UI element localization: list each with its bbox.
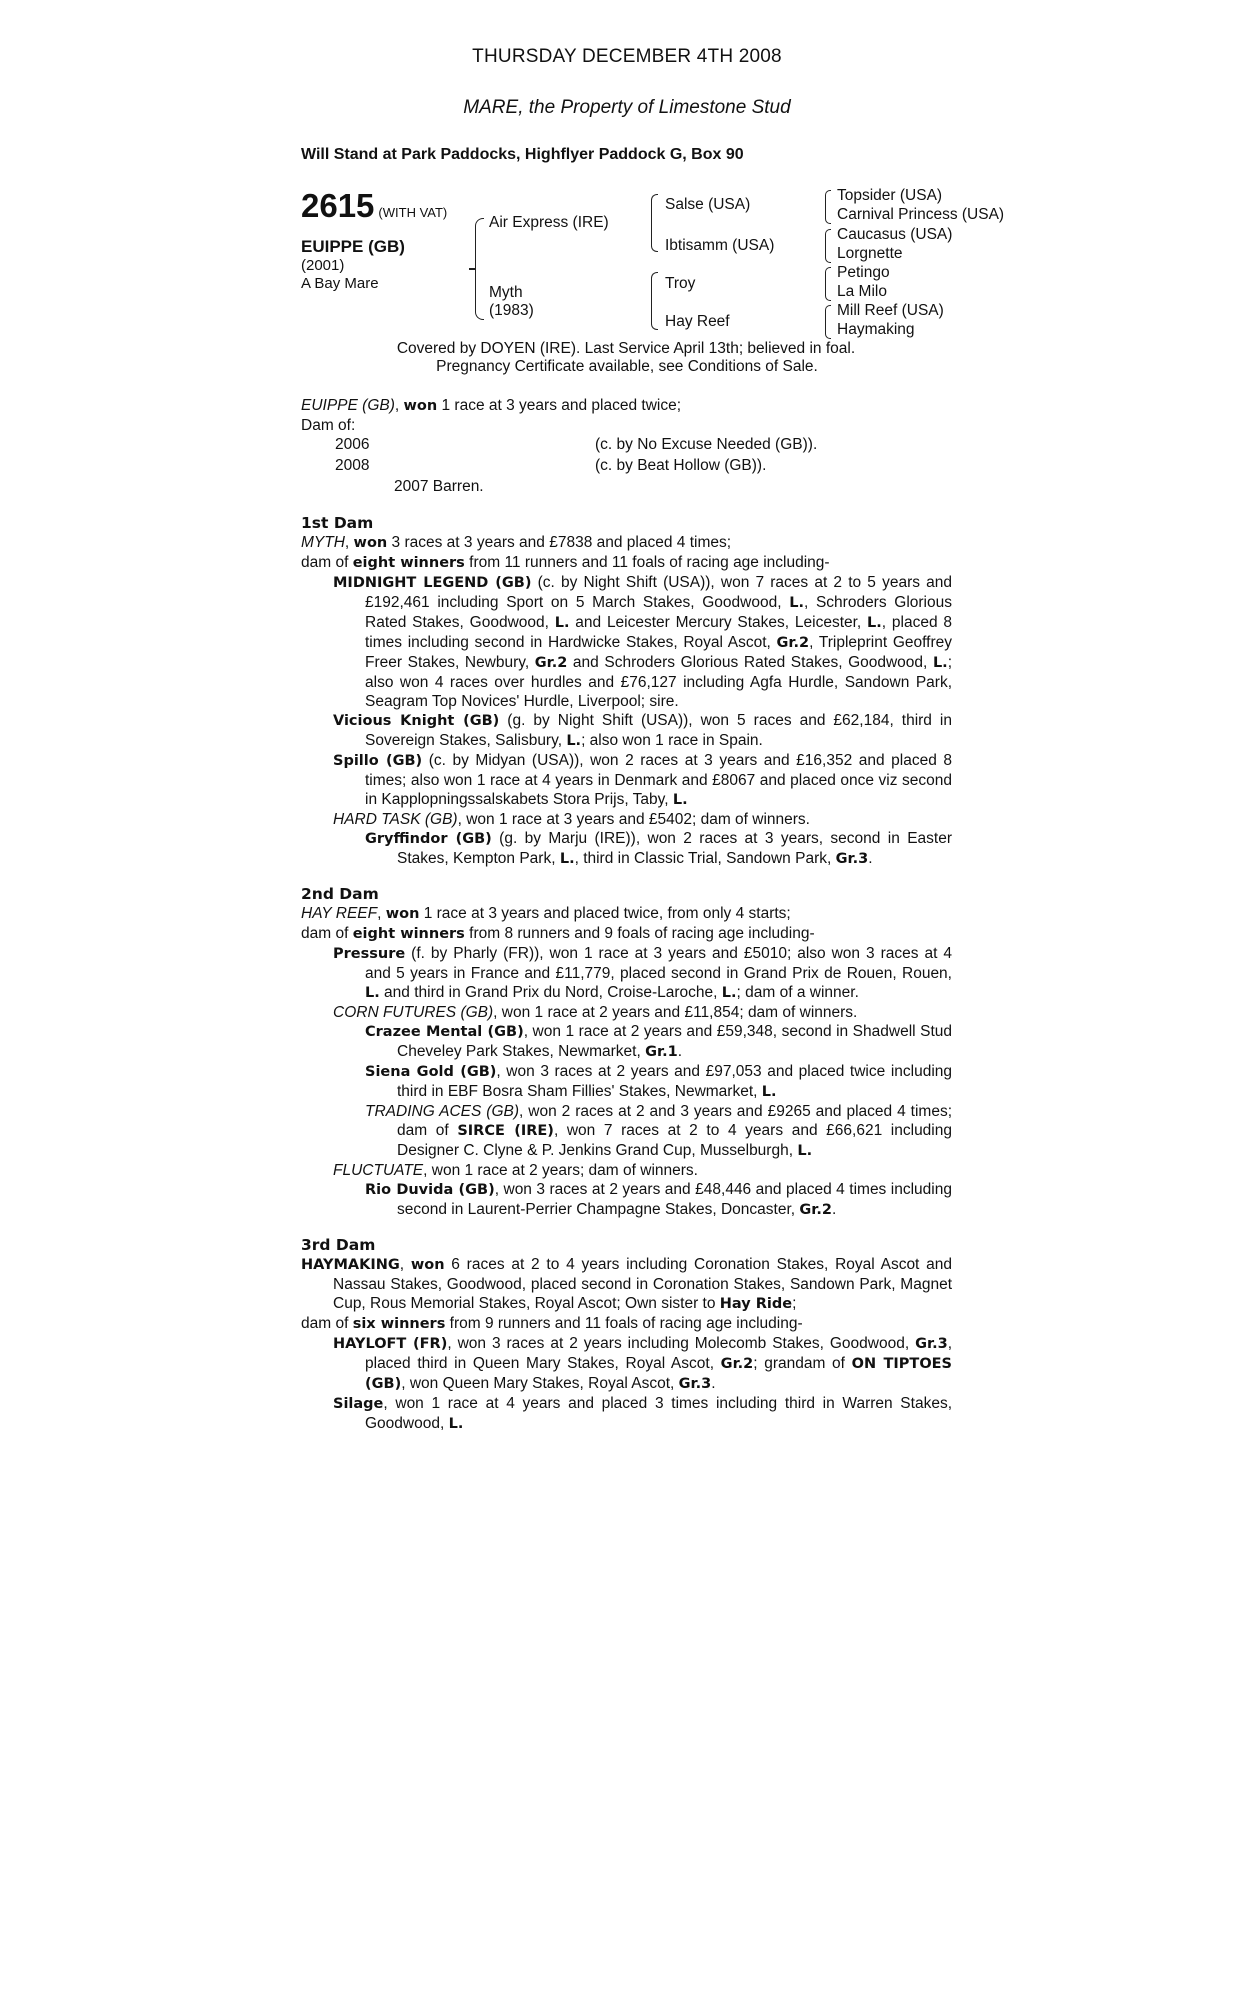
pedigree-brace (825, 229, 831, 263)
covering-note: Covered by DOYEN (IRE). Last Service April 13th; believed in foal. (396, 340, 856, 357)
horse-foaled: (2001) (301, 257, 345, 274)
horse-description: A Bay Mare (301, 275, 379, 292)
pedigree-brace (651, 194, 658, 252)
pedigree-brace (475, 218, 484, 320)
record-line: EUIPPE (GB), won 1 race at 3 years and placed twice; (301, 397, 682, 414)
progeny-entry: MIDNIGHT LEGEND (GB) (c. by Night Shift (USA)), won 7 races at 2 to 5 years and £192,461 including Sport on 5 March Stakes, Goodwood, L., Schroders Glorious Rated Stakes, Goodwood, L. and Leicester Mercury Stakes, Leicester, L., placed 8 times including second in Hardwicke Stakes, Royal Ascot, Gr.2, Tripleprint Geoffrey Freer Stakes, Newbury, Gr.2 and Schroders Glorious Rated Stakes, Goodwood, L.; also won 4 races over hurdles and £76,127 including Agfa Hurdle, Sandown Park, Seagram Top Novices' Hurdle, Liverpool; sire. (333, 574, 952, 710)
pedigree-brace-tip (469, 268, 475, 270)
progeny-entry: HAYLOFT (FR), won 3 races at 2 years including Molecomb Stakes, Goodwood, Gr.3, placed third in Queen Mary Stakes, Royal Ascot, Gr.2; grandam of ON TIPTOES (GB), won Queen Mary Stakes, Royal Ascot, Gr.3. (333, 1335, 952, 1392)
stable-location: Will Stand at Park Paddocks, Highflyer Paddock G, Box 90 (301, 146, 744, 163)
progeny-entry: Silage, won 1 race at 4 years and placed 3 times including third in Warren Stakes, Goodwood, L. (333, 1395, 952, 1432)
pedigree-g4: Lorgnette (837, 245, 903, 262)
pedigree-dam-dam: Hay Reef (665, 313, 730, 330)
progeny-entry: Pressure (f. by Pharly (FR)), won 1 race at 3 years and £5010; also won 3 races at 4 and 5 years in France and £11,779, placed second in Grand Prix de Rouen, Rouen, L. and third in Grand Prix du Nord, Croise-Laroche, L.; dam of a winner. (333, 945, 952, 1001)
progeny-entry: FLUCTUATE, won 1 race at 2 years; dam of winners. (333, 1162, 698, 1179)
first-dam-produce-summary: dam of eight winners from 11 runners and 11 foals of racing age including- (301, 554, 830, 571)
vendor-line: MARE, the Property of Limestone Stud (463, 97, 791, 118)
produce-row: 2008 (c. by Beat Hollow (GB)). (335, 457, 767, 474)
pedigree-g5: Petingo (837, 264, 890, 281)
pedigree-g6: La Milo (837, 283, 887, 300)
progeny-entry: HARD TASK (GB), won 1 race at 3 years and £5402; dam of winners. (333, 811, 810, 828)
sale-date: THURSDAY DECEMBER 4TH 2008 (472, 46, 782, 67)
vat-note: (WITH VAT) (378, 205, 448, 220)
catalogue-body (301, 396, 952, 1434)
first-dam-heading: 1st Dam (301, 514, 374, 532)
produce-row: 2006 (c. by No Excuse Needed (GB)). (335, 436, 818, 453)
progeny-entry: CORN FUTURES (GB), won 1 race at 2 years and £11,854; dam of winners. (333, 1004, 858, 1021)
pedigree-g3: Caucasus (USA) (837, 226, 953, 243)
lot-heading (301, 187, 447, 225)
progeny-entry: Gryffindor (GB) (g. by Marju (IRE)), won 2 races at 3 years, second in Easter Stakes, Kempton Park, L., third in Classic Trial, Sandown Park, Gr.3. (365, 830, 952, 867)
pedigree-dam: Myth (489, 284, 523, 301)
pedigree-g8: Haymaking (837, 321, 915, 338)
pedigree-brace (651, 272, 658, 330)
third-dam-heading: 3rd Dam (301, 1236, 376, 1254)
progeny-entry: Spillo (GB) (c. by Midyan (USA)), won 2 races at 3 years and £16,352 and placed 8 times; also won 1 race at 4 years in Denmark and £8067 and placed once viz second in Kapplopningssalskabets Stora Prijs, Taby, L. (333, 752, 952, 808)
pedigree-sire: Air Express (IRE) (489, 214, 609, 231)
pedigree-brace (825, 305, 831, 339)
pedigree-sire-dam: Ibtisamm (USA) (665, 237, 775, 254)
progeny-entry: Siena Gold (GB), won 3 races at 2 years and £97,053 and placed twice including third in EBF Bosra Sham Fillies' Stakes, Newmarket, L. (365, 1063, 953, 1100)
pedigree-brace (825, 267, 831, 301)
lot-number: 2615 (301, 187, 375, 224)
pedigree-g2: Carnival Princess (USA) (837, 206, 1005, 223)
progeny-entry: TRADING ACES (GB), won 2 races at 2 and 3 years and £9265 and placed 4 times; dam of SIRCE (IRE), won 7 races at 2 to 4 years and £66,621 including Designer C. Clyne & P. Jenkins Grand Cup, Musselburgh, L. (365, 1103, 952, 1159)
pedigree-g7: Mill Reef (USA) (837, 302, 944, 319)
dam-of-label: Dam of: (301, 417, 356, 434)
progeny-entry: Rio Duvida (GB), won 3 races at 2 years and £48,446 and placed 4 times including second in Laurent-Perrier Champagne Stakes, Doncaster, Gr.2. (365, 1181, 952, 1218)
pregnancy-note: Pregnancy Certificate available, see Conditions of Sale. (436, 358, 818, 375)
first-dam-record: MYTH, won 3 races at 3 years and £7838 and placed 4 times; (301, 534, 732, 551)
third-dam-record: HAYMAKING, won 6 races at 2 to 4 years including Coronation Stakes, Royal Ascot and Nassau Stakes, Goodwood, placed second in Coronation Stakes, Sandown Park, Magnet Cup, Rous Memorial Stakes, Royal Ascot; Own sister to Hay Ride; (301, 1256, 952, 1312)
pedigree-sire-sire: Salse (USA) (665, 196, 751, 213)
second-dam-heading: 2nd Dam (301, 885, 379, 903)
pedigree-dam-year: (1983) (489, 302, 534, 319)
progeny-entry: Vicious Knight (GB) (g. by Night Shift (USA)), won 5 races and £62,184, third in Sovereign Stakes, Salisbury, L.; also won 1 race in Spain. (333, 712, 952, 749)
progeny-entry: Crazee Mental (GB), won 1 race at 2 years and £59,348, second in Shadwell Stud Cheveley Park Stakes, Newmarket, Gr.1. (365, 1023, 952, 1060)
pedigree-brace (825, 190, 831, 224)
produce-barren: 2007 Barren. (394, 478, 484, 495)
horse-name: EUIPPE (GB) (301, 237, 405, 256)
second-dam-produce-summary: dam of eight winners from 8 runners and 9 foals of racing age including- (301, 925, 815, 942)
pedigree-dam-sire: Troy (665, 275, 696, 292)
second-dam-record: HAY REEF, won 1 race at 3 years and placed twice, from only 4 starts; (301, 905, 791, 922)
pedigree-g1: Topsider (USA) (837, 187, 943, 204)
third-dam-produce-summary: dam of six winners from 9 runners and 11 foals of racing age including- (301, 1315, 803, 1332)
